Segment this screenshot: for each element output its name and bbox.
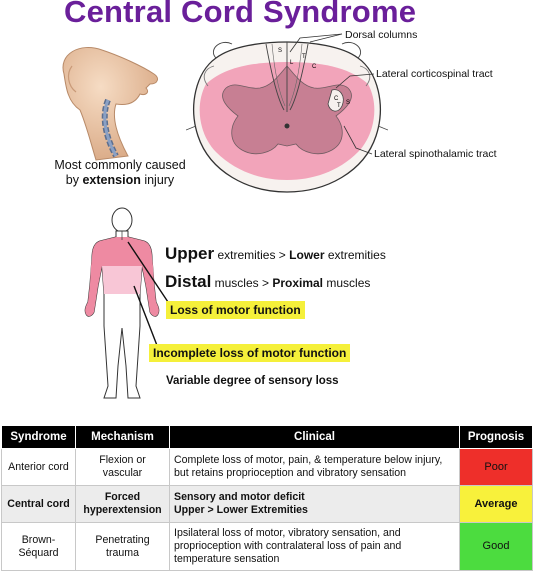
clinical-line1: Sensory and motor deficit (174, 491, 305, 503)
stmt-distal-word: Distal (165, 272, 212, 291)
highlight-incomplete-motor: Incomplete loss of motor function (149, 344, 350, 362)
cell-mechanism: Penetrating trauma (76, 523, 170, 571)
label-lateral-corticospinal: Lateral corticospinal tract (376, 68, 493, 80)
stmt-upper-lower-word: Lower (289, 248, 325, 262)
table-row (2, 449, 533, 486)
header-prognosis: Prognosis (460, 426, 533, 449)
clinical-line2: Upper > Lower Extremities (174, 504, 308, 516)
cell-syndrome: Central cord (2, 486, 76, 523)
statement-upper-lower (165, 244, 386, 264)
stmt-distal-mid: muscles > (211, 276, 273, 290)
caption-suffix: injury (140, 173, 175, 187)
cell-mechanism: Forced hyperextension (76, 486, 170, 523)
cell-syndrome: Anterior cord (2, 449, 76, 486)
highlight-loss-motor: Loss of motor function (166, 301, 305, 319)
cell-prognosis-average: Average (460, 486, 533, 523)
tract-leader-lines (270, 30, 380, 160)
caption-prefix: by (65, 173, 83, 187)
statement-distal-proximal (165, 272, 370, 292)
cell-clinical: Ipsilateral loss of motor, vibratory sensation, and proprioception with contralateral loss of pain and temperature sensation (170, 523, 460, 571)
caption-line2 (50, 173, 190, 188)
cell-mechanism: Flexion or vascular (76, 449, 170, 486)
cord-letter-c1: C (312, 64, 317, 70)
header-mechanism: Mechanism (76, 426, 170, 449)
cell-syndrome: Brown-Séquard (2, 523, 76, 571)
statement-sensory: Variable degree of sensory loss (166, 375, 339, 387)
stmt-upper-end: extremities (324, 248, 386, 262)
stmt-proximal-word: Proximal (272, 276, 324, 290)
caption-bold: extension (82, 173, 141, 187)
cord-letter-s1: S (278, 48, 283, 54)
stmt-upper-word: Upper (165, 244, 215, 263)
cord-letter-t2: T (337, 103, 341, 109)
cell-clinical (170, 486, 460, 523)
table-header-row (2, 426, 533, 449)
cell-prognosis-good: Good (460, 523, 533, 571)
neck-extension-illustration (50, 44, 165, 162)
stmt-upper-mid: extremities > (214, 248, 290, 262)
stmt-distal-end: muscles (323, 276, 371, 290)
header-clinical: Clinical (170, 426, 460, 449)
cell-prognosis-poor: Poor (460, 449, 533, 486)
left-arm-shading (85, 266, 102, 316)
cell-clinical: Complete loss of motor, pain, & temperature below injury, but retains proprioception and vibratory sensation (170, 449, 460, 486)
cord-letter-s2: S (346, 100, 351, 106)
cord-letter-c2: C (334, 96, 339, 102)
table-row (2, 523, 533, 571)
table-row (2, 486, 533, 523)
label-dorsal-columns: Dorsal columns (345, 29, 418, 41)
cord-letter-l: L (290, 60, 294, 66)
page-title: Central Cord Syndrome (64, 0, 417, 29)
syndrome-comparison-table (1, 425, 533, 571)
cord-letter-t1: T (302, 54, 306, 60)
mechanism-caption (50, 158, 190, 188)
label-lateral-spinothalamic: Lateral spinothalamic tract (374, 148, 497, 160)
caption-line1: Most commonly caused (54, 158, 186, 172)
header-syndrome: Syndrome (2, 426, 76, 449)
